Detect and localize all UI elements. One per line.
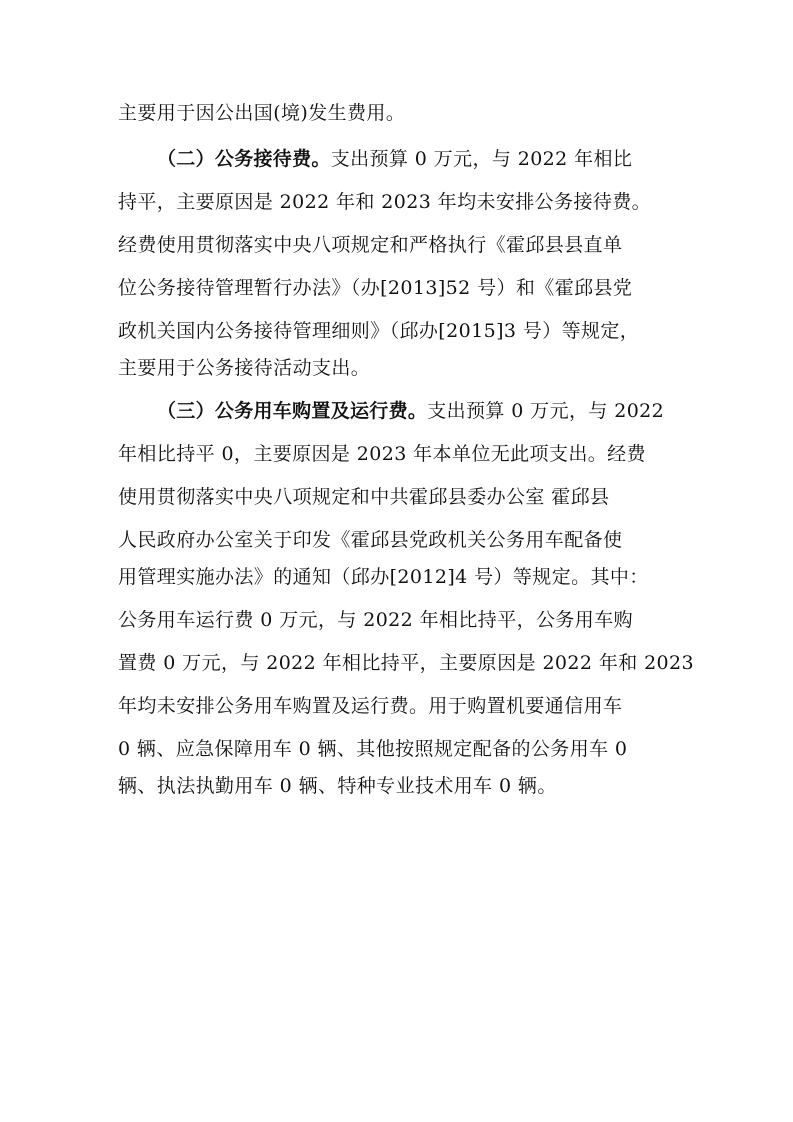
section2-line-2: 经费使用贯彻落实中央八项规定和严格执行《霍邱县县直单 (118, 234, 623, 256)
section2-line-0: 支出预算 0 万元，与 2022 年相比 (330, 148, 633, 170)
section3-line-2: 使用贯彻落实中央八项规定和中共霍邱县委办公室 霍邱县 (118, 486, 610, 508)
section2-line-3: 位公务接待管理暂行办法》（办[2013]52 号）和《霍邱县党 (118, 277, 633, 299)
section3-line-6: 置费 0 万元，与 2022 年相比持平，主要原因是 2022 年和 2023 (118, 652, 695, 674)
section3-line-0: 支出预算 0 万元，与 2022 (427, 400, 665, 422)
section3-first-line (157, 399, 664, 423)
intro-line: 主要用于因公出国(境)发生费用。 (118, 102, 406, 124)
section2-line-5: 主要用于公务接待活动支出。 (118, 357, 371, 379)
section3-line-7: 年均未安排公务用车购置及运行费。用于购置机要通信用车 (118, 695, 623, 717)
section3-line-5: 公务用车运行费 0 万元，与 2022 年相比持平，公务用车购 (118, 609, 634, 631)
section3-line-1: 年相比持平 0，主要原因是 2023 年本单位无此项支出。经费 (118, 443, 646, 465)
section3-line-9: 辆、执法执勤用车 0 辆、特种专业技术用车 0 辆。 (118, 775, 557, 797)
section3-heading: （三）公务用车购置及运行费。 (157, 400, 428, 422)
section3-line-4: 用管理实施办法》的通知（邱办[2012]4 号）等规定。其中： (118, 566, 649, 588)
section2-first-line (157, 147, 632, 171)
section2-heading: （二）公务接待费。 (157, 148, 331, 170)
section3-line-3: 人民政府办公室关于印发《霍邱县党政机关公务用车配备使 (118, 529, 623, 551)
section2-line-1: 持平，主要原因是 2022 年和 2023 年均未安排公务接待费。 (118, 191, 652, 213)
section3-line-8: 0 辆、应急保障用车 0 辆、其他按照规定配备的公务用车 0 (118, 738, 628, 760)
section2-line-4: 政机关国内公务接待管理细则》（邱办[2015]3 号）等规定， (118, 320, 640, 342)
